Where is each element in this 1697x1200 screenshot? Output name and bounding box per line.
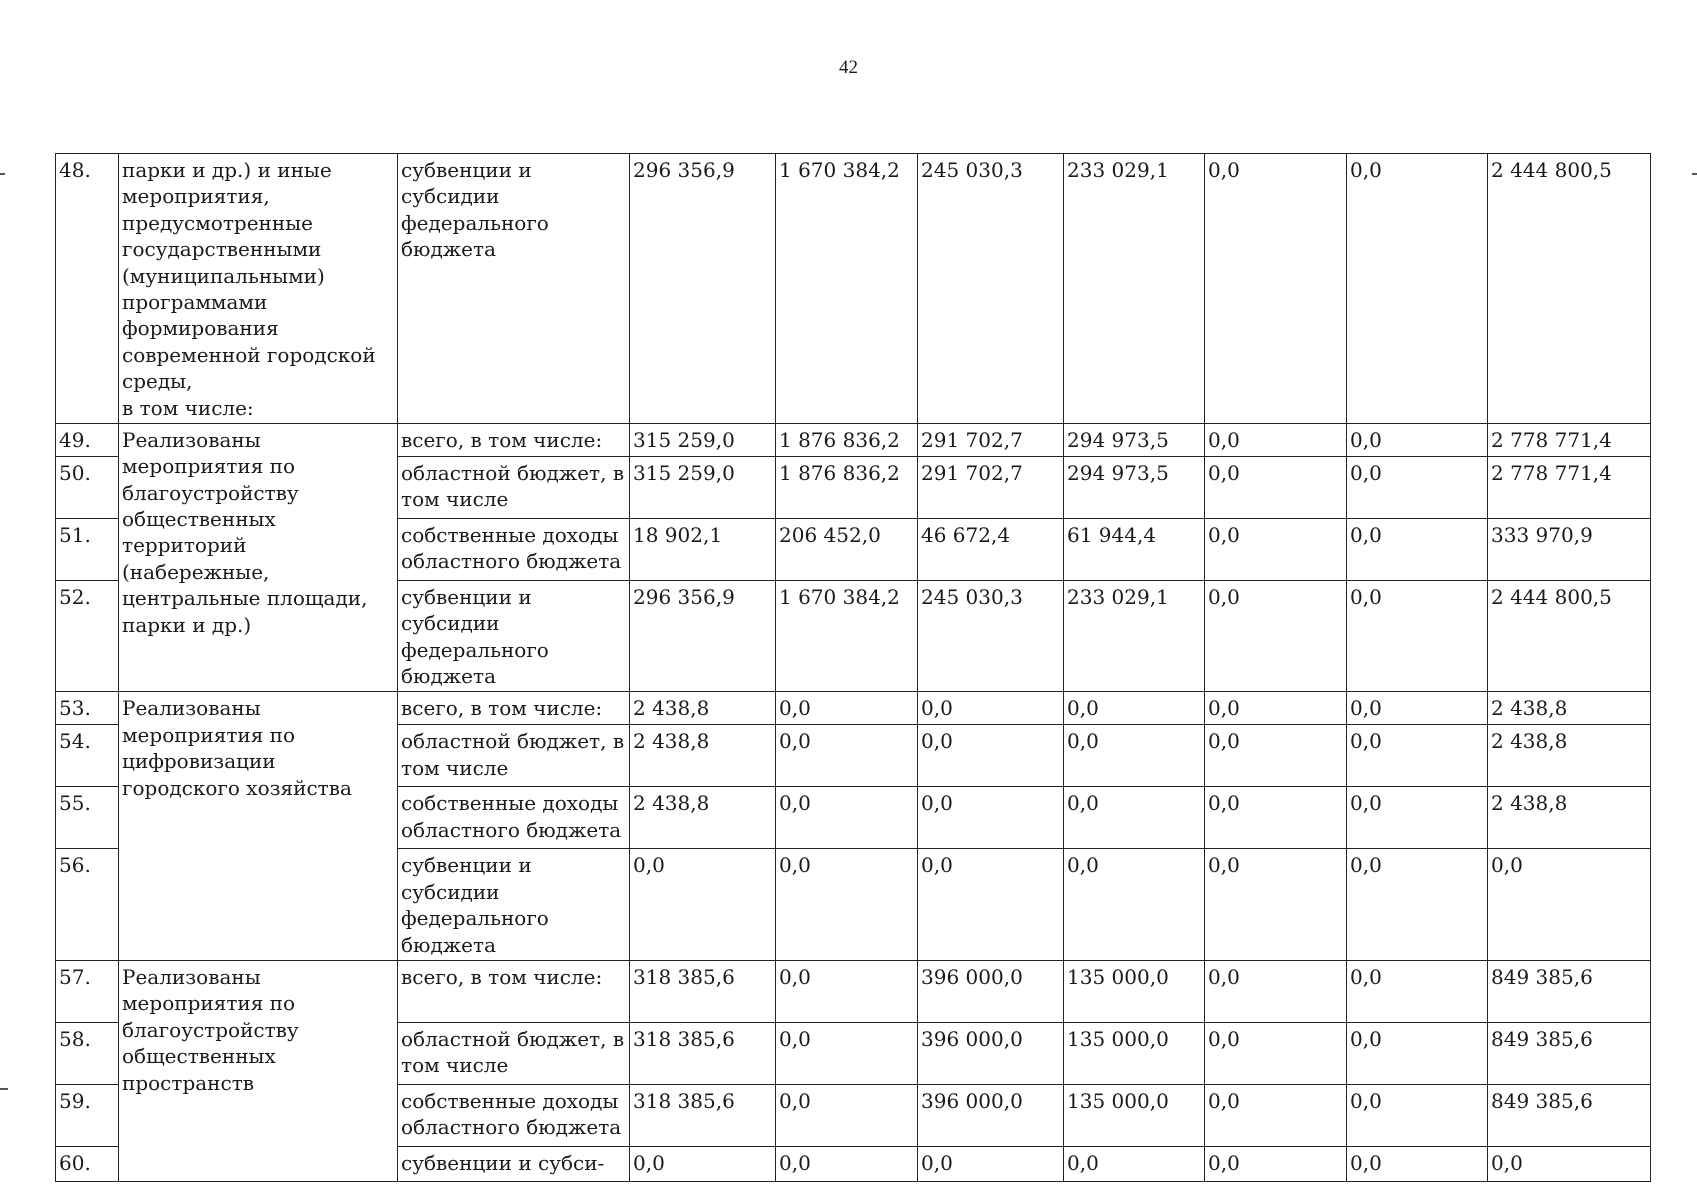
- value-2022: 61 944,4: [1064, 518, 1205, 580]
- value-2022: 135 000,0: [1064, 1085, 1205, 1147]
- value-2022: 233 029,1: [1064, 580, 1205, 692]
- row-number: 53.: [56, 692, 119, 725]
- value-2024: 0,0: [1347, 580, 1488, 692]
- value-2024: 0,0: [1347, 423, 1488, 456]
- funding-source: субвенции и субсидии федерального бюджета: [398, 580, 630, 692]
- value-2020: 1 670 384,2: [776, 580, 918, 692]
- value-total: 2 778 771,4: [1488, 423, 1651, 456]
- value-2021: 46 672,4: [918, 518, 1064, 580]
- funding-source: собственные доходы областного бюджета: [398, 518, 630, 580]
- value-2020: 0,0: [776, 849, 918, 961]
- value-2024: 0,0: [1347, 725, 1488, 787]
- value-total: 2 444 800,5: [1488, 154, 1651, 424]
- scan-edge-mark-right: [1692, 173, 1697, 175]
- value-2023: 0,0: [1205, 154, 1347, 424]
- value-2023: 0,0: [1205, 1023, 1347, 1085]
- row-number: 57.: [56, 961, 119, 1023]
- value-total: 0,0: [1488, 849, 1651, 961]
- funding-source: всего, в том числе:: [398, 692, 630, 725]
- funding-source: всего, в том числе:: [398, 423, 630, 456]
- value-2020: 0,0: [776, 1023, 918, 1085]
- value-2019: 0,0: [630, 849, 776, 961]
- funding-source: областной бюджет, в том числе: [398, 456, 630, 518]
- value-2021: 291 702,7: [918, 423, 1064, 456]
- value-2023: 0,0: [1205, 961, 1347, 1023]
- row-number: 59.: [56, 1085, 119, 1147]
- value-2020: 0,0: [776, 725, 918, 787]
- value-2020: 0,0: [776, 1147, 918, 1182]
- value-2021: 0,0: [918, 725, 1064, 787]
- value-2020: 0,0: [776, 787, 918, 849]
- value-2019: 318 385,6: [630, 1023, 776, 1085]
- funding-source: собственные доходы областного бюджета: [398, 1085, 630, 1147]
- value-2023: 0,0: [1205, 580, 1347, 692]
- budget-table-body: [56, 154, 1651, 1182]
- measure-description: Реализованы мероприятия по цифровизации городского хозяйства: [119, 692, 398, 961]
- value-2020: 1 876 836,2: [776, 423, 918, 456]
- value-total: 2 438,8: [1488, 692, 1651, 725]
- value-2019: 296 356,9: [630, 580, 776, 692]
- value-2022: 0,0: [1064, 725, 1205, 787]
- row-number: 51.: [56, 518, 119, 580]
- row-number: 49.: [56, 423, 119, 456]
- value-2022: 135 000,0: [1064, 1023, 1205, 1085]
- row-number: 48.: [56, 154, 119, 424]
- value-2023: 0,0: [1205, 1085, 1347, 1147]
- value-2023: 0,0: [1205, 849, 1347, 961]
- table-row: [56, 154, 1651, 424]
- funding-source: собственные доходы областного бюджета: [398, 787, 630, 849]
- table-row: [56, 423, 1651, 456]
- row-number: 60.: [56, 1147, 119, 1182]
- value-2019: 18 902,1: [630, 518, 776, 580]
- value-2024: 0,0: [1347, 787, 1488, 849]
- value-2019: 315 259,0: [630, 456, 776, 518]
- value-2021: 245 030,3: [918, 580, 1064, 692]
- funding-source: областной бюджет, в том числе: [398, 725, 630, 787]
- value-2019: 315 259,0: [630, 423, 776, 456]
- value-2020: 206 452,0: [776, 518, 918, 580]
- row-number: 54.: [56, 725, 119, 787]
- value-2019: 318 385,6: [630, 961, 776, 1023]
- value-2023: 0,0: [1205, 725, 1347, 787]
- value-2024: 0,0: [1347, 1023, 1488, 1085]
- value-2020: 0,0: [776, 1085, 918, 1147]
- value-2020: 1 876 836,2: [776, 456, 918, 518]
- value-2023: 0,0: [1205, 456, 1347, 518]
- value-2019: 2 438,8: [630, 787, 776, 849]
- value-2019: 0,0: [630, 1147, 776, 1182]
- value-2021: 291 702,7: [918, 456, 1064, 518]
- funding-source: субвенции и субсидии федерального бюджета: [398, 154, 630, 424]
- measure-description: Реализованы мероприятия по благоустройству общественных территорий (набережные, центральные площади, парки и др.): [119, 423, 398, 692]
- value-2024: 0,0: [1347, 1085, 1488, 1147]
- value-2022: 0,0: [1064, 849, 1205, 961]
- funding-source: субвенции и субсидии федерального бюджета: [398, 849, 630, 961]
- value-total: 0,0: [1488, 1147, 1651, 1182]
- funding-source: всего, в том числе:: [398, 961, 630, 1023]
- value-2022: 0,0: [1064, 692, 1205, 725]
- value-2021: 245 030,3: [918, 154, 1064, 424]
- value-total: 2 778 771,4: [1488, 456, 1651, 518]
- value-2024: 0,0: [1347, 518, 1488, 580]
- value-2022: 294 973,5: [1064, 456, 1205, 518]
- value-2022: 233 029,1: [1064, 154, 1205, 424]
- value-2019: 2 438,8: [630, 725, 776, 787]
- value-total: 2 444 800,5: [1488, 580, 1651, 692]
- table-row: [56, 692, 1651, 725]
- value-2021: 0,0: [918, 1147, 1064, 1182]
- value-2023: 0,0: [1205, 692, 1347, 725]
- measure-description: Реализованы мероприятия по благоустройству общественных пространств: [119, 961, 398, 1182]
- table-row: [56, 961, 1651, 1023]
- value-2023: 0,0: [1205, 787, 1347, 849]
- value-2024: 0,0: [1347, 1147, 1488, 1182]
- value-2022: 135 000,0: [1064, 961, 1205, 1023]
- value-2023: 0,0: [1205, 423, 1347, 456]
- row-number: 58.: [56, 1023, 119, 1085]
- value-total: 849 385,6: [1488, 1085, 1651, 1147]
- value-2021: 396 000,0: [918, 961, 1064, 1023]
- value-total: 2 438,8: [1488, 787, 1651, 849]
- value-2022: 0,0: [1064, 1147, 1205, 1182]
- value-2021: 396 000,0: [918, 1023, 1064, 1085]
- value-2019: 318 385,6: [630, 1085, 776, 1147]
- funding-source: областной бюджет, в том числе: [398, 1023, 630, 1085]
- value-2024: 0,0: [1347, 692, 1488, 725]
- value-2021: 0,0: [918, 849, 1064, 961]
- value-2021: 0,0: [918, 692, 1064, 725]
- row-number: 52.: [56, 580, 119, 692]
- value-2024: 0,0: [1347, 961, 1488, 1023]
- measure-description: парки и др.) и иные мероприятия, предусмотренные государственными (муниципальными) программами формирования современной городской среды, в том числе:: [119, 154, 398, 424]
- value-2022: 0,0: [1064, 787, 1205, 849]
- budget-table: [55, 153, 1651, 1182]
- value-2020: 1 670 384,2: [776, 154, 918, 424]
- value-2023: 0,0: [1205, 518, 1347, 580]
- value-2024: 0,0: [1347, 849, 1488, 961]
- value-total: 2 438,8: [1488, 725, 1651, 787]
- value-total: 333 970,9: [1488, 518, 1651, 580]
- row-number: 56.: [56, 849, 119, 961]
- value-2019: 296 356,9: [630, 154, 776, 424]
- value-total: 849 385,6: [1488, 961, 1651, 1023]
- value-2024: 0,0: [1347, 154, 1488, 424]
- value-2021: 0,0: [918, 787, 1064, 849]
- scan-edge-mark-bottom-left: [0, 1088, 8, 1090]
- funding-source: субвенции и субси-: [398, 1147, 630, 1182]
- value-2021: 396 000,0: [918, 1085, 1064, 1147]
- value-2020: 0,0: [776, 692, 918, 725]
- row-number: 50.: [56, 456, 119, 518]
- scan-edge-mark-left: [0, 173, 5, 175]
- value-2024: 0,0: [1347, 456, 1488, 518]
- row-number: 55.: [56, 787, 119, 849]
- value-2020: 0,0: [776, 961, 918, 1023]
- page-number: 42: [839, 57, 858, 78]
- value-2019: 2 438,8: [630, 692, 776, 725]
- value-total: 849 385,6: [1488, 1023, 1651, 1085]
- value-2023: 0,0: [1205, 1147, 1347, 1182]
- value-2022: 294 973,5: [1064, 423, 1205, 456]
